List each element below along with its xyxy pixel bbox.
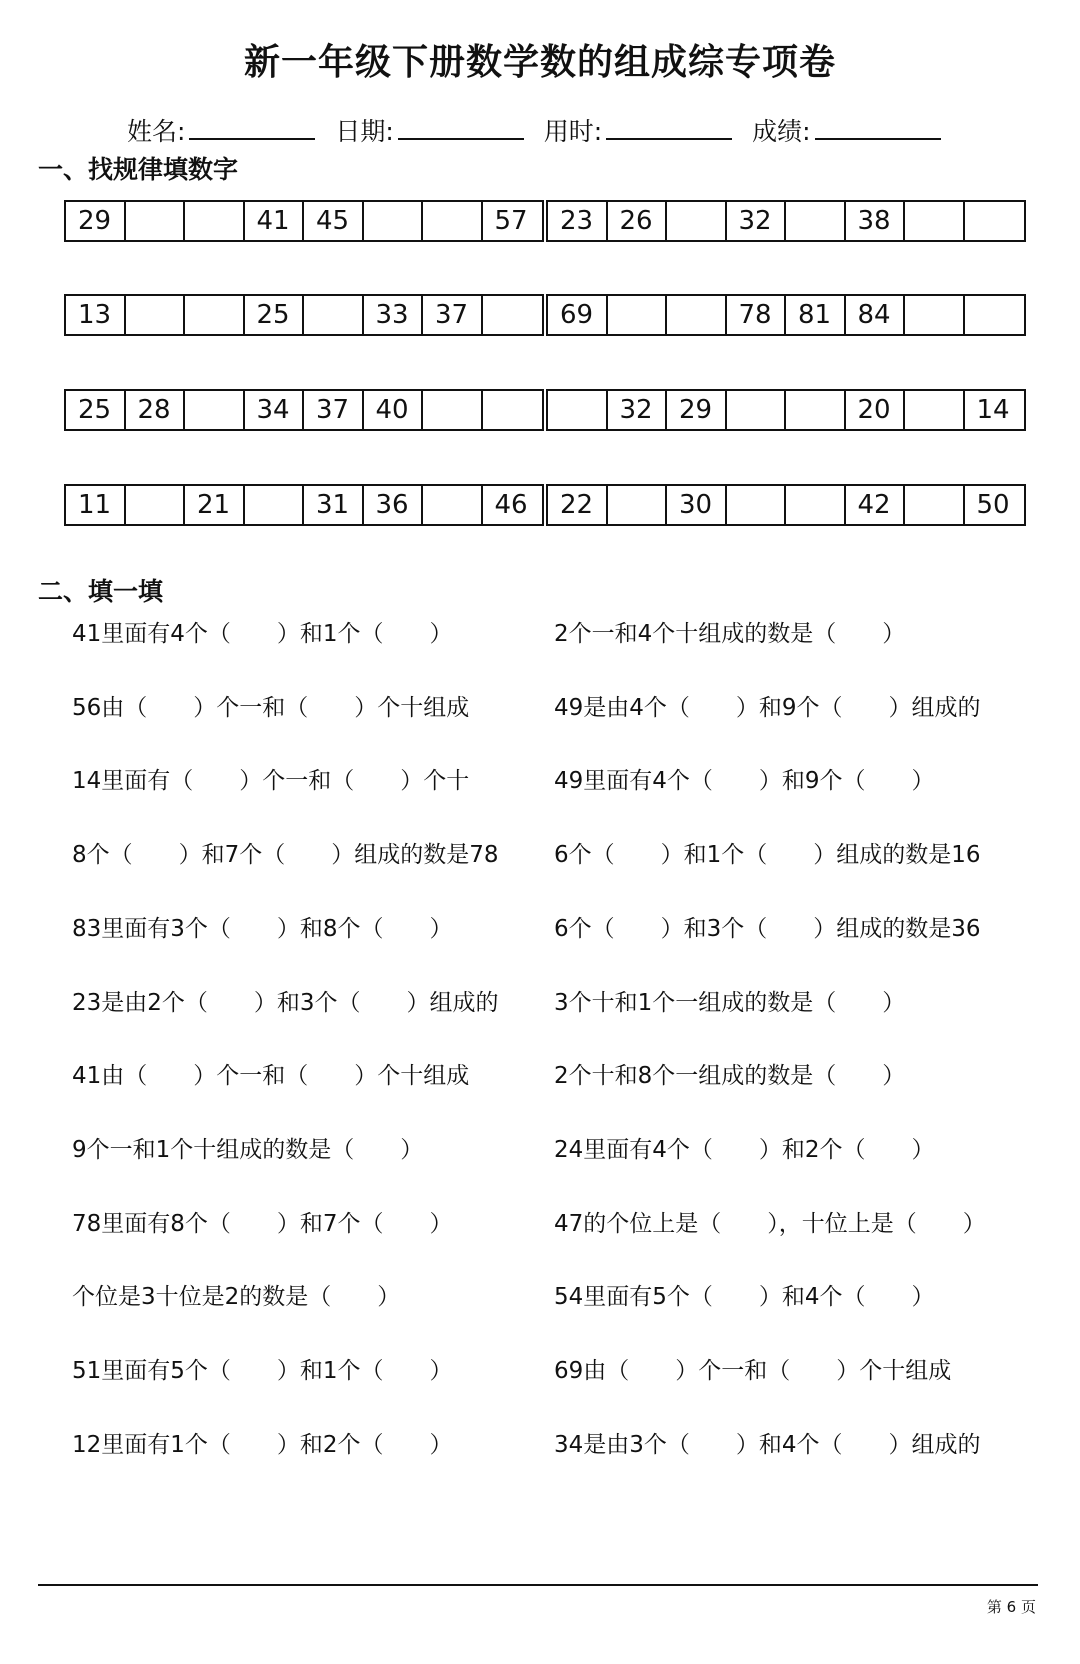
number-cell: 20 xyxy=(846,391,906,429)
answer-cell[interactable] xyxy=(185,296,245,334)
answer-cell[interactable] xyxy=(965,202,1025,240)
answer-cell[interactable] xyxy=(905,296,965,334)
answer-cell[interactable] xyxy=(548,391,608,429)
fill-question: 49里面有4个（ ）和9个（ ） xyxy=(554,768,935,795)
answer-cell[interactable] xyxy=(905,486,965,524)
answer-cell[interactable] xyxy=(786,391,846,429)
fill-question: 83里面有3个（ ）和8个（ ） xyxy=(72,915,453,942)
fill-question: 6个（ ）和3个（ ）组成的数是36 xyxy=(554,915,981,942)
number-cell: 42 xyxy=(846,486,906,524)
fill-question: 56由（ ）个一和（ ）个十组成 xyxy=(72,694,470,721)
answer-cell[interactable] xyxy=(786,486,846,524)
answer-cell[interactable] xyxy=(786,202,846,240)
time-field[interactable]: 用时: xyxy=(544,112,732,148)
number-cell: 57 xyxy=(494,206,528,236)
number-cell: 29 xyxy=(66,202,126,240)
answer-cell[interactable] xyxy=(965,296,1025,334)
fill-question: 14里面有（ ）个一和（ ）个十 xyxy=(72,768,470,795)
sequence-table xyxy=(546,200,1026,242)
student-info-row xyxy=(127,112,953,148)
number-cell: 32 xyxy=(727,202,787,240)
number-cell: 84 xyxy=(846,296,906,334)
answer-cell[interactable] xyxy=(185,202,245,240)
number-cell: 78 xyxy=(727,296,787,334)
fill-question: 51里面有5个（ ）和1个（ ） xyxy=(72,1358,453,1384)
answer-cell[interactable] xyxy=(667,202,727,240)
number-cell: 23 xyxy=(548,202,608,240)
answer-cell[interactable] xyxy=(245,486,305,524)
page-number: 第 6 页 xyxy=(986,1598,1036,1616)
answer-cell[interactable] xyxy=(905,202,965,240)
answer-cell[interactable] xyxy=(667,296,727,334)
date-field[interactable]: 日期: xyxy=(335,112,523,148)
answer-cell[interactable] xyxy=(126,296,186,334)
sequence-table xyxy=(64,389,544,431)
number-cell: 46 xyxy=(494,490,528,520)
sequence-table xyxy=(64,484,544,526)
answer-cell[interactable] xyxy=(304,296,364,334)
answer-cell[interactable] xyxy=(423,391,483,429)
name-field[interactable]: 姓名: xyxy=(127,112,315,148)
answer-cell[interactable] xyxy=(608,296,668,334)
sequence-table xyxy=(546,389,1026,431)
fill-question: 34是由3个（ ）和4个（ ）组成的 xyxy=(554,1431,981,1458)
number-cell: 26 xyxy=(608,202,668,240)
fill-question: 3个十和1个一组成的数是（ ） xyxy=(554,989,906,1016)
answer-cell[interactable] xyxy=(608,486,668,524)
fill-question: 2个一和4个十组成的数是（ ） xyxy=(554,621,906,647)
fill-question: 78里面有8个（ ）和7个（ ） xyxy=(72,1210,453,1237)
section2-title: 二、填一填 xyxy=(38,577,164,606)
number-cell: 21 xyxy=(185,486,245,524)
fill-question: 9个一和1个十组成的数是（ ） xyxy=(72,1136,424,1163)
fill-question: 2个十和8个一组成的数是（ ） xyxy=(554,1063,906,1090)
fill-question: 6个（ ）和1个（ ）组成的数是16 xyxy=(554,842,981,869)
page-title: 新一年级下册数学数的组成综专项卷 xyxy=(243,42,836,83)
number-cell: 69 xyxy=(548,296,608,334)
answer-cell[interactable] xyxy=(483,391,543,429)
answer-cell[interactable] xyxy=(126,486,186,524)
number-cell: 40 xyxy=(364,391,424,429)
number-cell: 37 xyxy=(423,296,483,334)
number-cell: 25 xyxy=(66,391,126,429)
sequence-table xyxy=(546,294,1026,336)
section1-title: 一、找规律填数字 xyxy=(38,155,239,184)
number-cell: 45 xyxy=(304,202,364,240)
answer-cell[interactable] xyxy=(185,391,245,429)
answer-cell[interactable] xyxy=(423,486,483,524)
fill-question: 54里面有5个（ ）和4个（ ） xyxy=(554,1284,935,1311)
number-cell: 33 xyxy=(364,296,424,334)
number-cell: 30 xyxy=(667,486,727,524)
sequence-table xyxy=(64,294,544,336)
fill-question: 47的个位上是（ ），十位上是（ ） xyxy=(554,1210,986,1237)
fill-question: 49是由4个（ ）和9个（ ）组成的 xyxy=(554,694,981,721)
fill-question: 8个（ ）和7个（ ）组成的数是78 xyxy=(72,842,499,869)
fill-question: 24里面有4个（ ）和2个（ ） xyxy=(554,1136,935,1163)
number-cell: 50 xyxy=(976,490,1010,520)
answer-cell[interactable] xyxy=(905,391,965,429)
sequence-table xyxy=(64,200,544,242)
number-cell: 41 xyxy=(245,202,305,240)
number-cell: 81 xyxy=(786,296,846,334)
number-cell: 25 xyxy=(245,296,305,334)
number-cell: 31 xyxy=(304,486,364,524)
score-field[interactable]: 成绩: xyxy=(752,112,940,148)
answer-cell[interactable] xyxy=(727,486,787,524)
number-cell: 22 xyxy=(548,486,608,524)
number-cell: 37 xyxy=(304,391,364,429)
fill-question: 23是由2个（ ）和3个（ ）组成的 xyxy=(72,989,499,1016)
number-cell: 11 xyxy=(66,486,126,524)
fill-question: 69由（ ）个一和（ ）个十组成 xyxy=(554,1358,952,1384)
number-cell: 13 xyxy=(66,296,126,334)
fill-question: 41由（ ）个一和（ ）个十组成 xyxy=(72,1063,470,1090)
number-cell: 32 xyxy=(608,391,668,429)
footer-divider xyxy=(38,1584,1038,1586)
number-cell: 34 xyxy=(245,391,305,429)
number-cell: 36 xyxy=(364,486,424,524)
number-cell: 38 xyxy=(846,202,906,240)
answer-cell[interactable] xyxy=(483,296,543,334)
sequence-table xyxy=(546,484,1026,526)
fill-question: 12里面有1个（ ）和2个（ ） xyxy=(72,1431,453,1458)
answer-cell[interactable] xyxy=(364,202,424,240)
fill-question: 41里面有4个（ ）和1个（ ） xyxy=(72,621,453,647)
fill-question: 个位是3十位是2的数是（ ） xyxy=(72,1284,401,1311)
number-cell: 28 xyxy=(126,391,186,429)
number-cell: 29 xyxy=(667,391,727,429)
answer-cell[interactable] xyxy=(423,202,483,240)
number-cell: 14 xyxy=(976,395,1010,425)
answer-cell[interactable] xyxy=(727,391,787,429)
answer-cell[interactable] xyxy=(126,202,186,240)
